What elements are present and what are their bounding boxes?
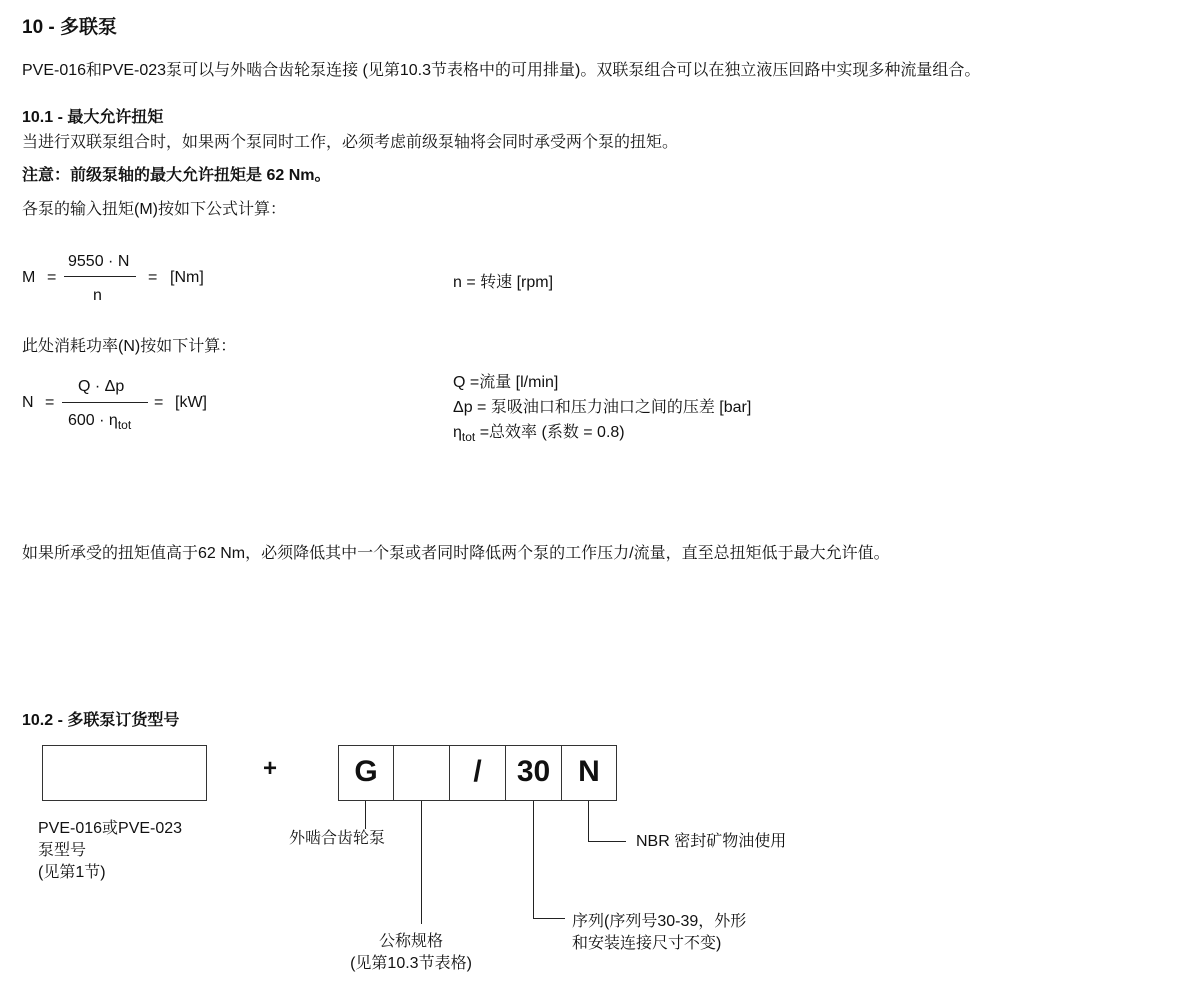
formula-m-denominator: n <box>93 287 102 304</box>
leader-series-h <box>533 918 565 919</box>
label-seal: NBR 密封矿物油使用 <box>636 833 787 850</box>
intro-paragraph: PVE-016和PVE-023泵可以与外啮合齿轮泵连接 (见第10.3节表格中的可用排量)。双联泵组合可以在独立液压回路中实现多种流量组合。 <box>22 62 981 79</box>
torque-note: 注意：前级泵轴的最大允许扭矩是 62 Nm。 <box>22 167 331 184</box>
section-title: 10 - 多联泵 <box>22 17 118 38</box>
formula-m-fraction-bar <box>64 276 136 277</box>
formula-m-lhs: M <box>22 269 36 286</box>
label-series: 序列(序列号30-39，外形 和安装连接尺寸不变) <box>572 913 747 952</box>
formula-intro: 各泵的输入扭矩(M)按如下公式计算： <box>22 201 286 218</box>
label-nominal-size: 公称规格 (见第10.3节表格) <box>350 933 472 972</box>
legend-speed: n = 转速 [rpm] <box>453 274 554 291</box>
legend-efficiency: $\eta_{tot}$ =总效率 (系数 = 0.8) <box>453 424 625 444</box>
formula-n-numerator: Q · Δp <box>78 378 125 395</box>
legend-pressure-diff: Δp = 泵吸油口和压力油口之间的压差 [bar] <box>453 399 752 416</box>
formula-n-eq2: = <box>154 394 164 411</box>
formula-n-eq1: = <box>45 394 55 411</box>
label-gear-pump: 外啮合齿轮泵 <box>289 830 386 847</box>
code-cell-size <box>393 745 450 801</box>
conclusion-paragraph: 如果所承受的扭矩值高于62 Nm，必须降低其中一个泵或者同时降低两个泵的工作压力/流量，直至总扭矩低于最大允许值。 <box>22 545 890 562</box>
plus-sign: + <box>263 755 278 782</box>
label-pump-model: PVE-016或PVE-023 泵型号 (见第1节) <box>38 820 183 881</box>
leader-size <box>421 801 422 924</box>
power-intro: 此处消耗功率(N)按如下计算： <box>22 338 237 355</box>
formula-n-denominator: $600 \cdot \eta_{tot}$ <box>68 412 132 432</box>
formula-n-unit: [kW] <box>175 394 207 411</box>
code-cell-slash: / <box>449 745 506 801</box>
formula-m-numerator: 9550 · N <box>68 253 130 270</box>
leader-gear <box>365 801 366 829</box>
torque-text: 当进行双联泵组合时，如果两个泵同时工作，必须考虑前级泵轴将会同时承受两个泵的扭矩。 <box>22 134 679 151</box>
code-cell-gear: G <box>338 745 394 801</box>
leader-seal-v <box>588 801 589 841</box>
leader-seal-h <box>588 841 626 842</box>
torque-heading: 10.1 - 最大允许扭矩 <box>22 109 164 126</box>
formula-m-eq2: = <box>148 269 158 286</box>
formula-m-eq1: = <box>47 269 57 286</box>
formula-n-fraction-bar <box>62 402 148 403</box>
formula-n-lhs: N <box>22 394 34 411</box>
pump-model-box <box>42 745 207 801</box>
ordering-heading: 10.2 - 多联泵订货型号 <box>22 712 180 729</box>
legend-flow: Q =流量 [l/min] <box>453 374 559 391</box>
formula-m-unit: [Nm] <box>170 269 204 286</box>
code-cell-series: 30 <box>505 745 562 801</box>
leader-series-v <box>533 801 534 918</box>
code-cell-seal: N <box>561 745 617 801</box>
